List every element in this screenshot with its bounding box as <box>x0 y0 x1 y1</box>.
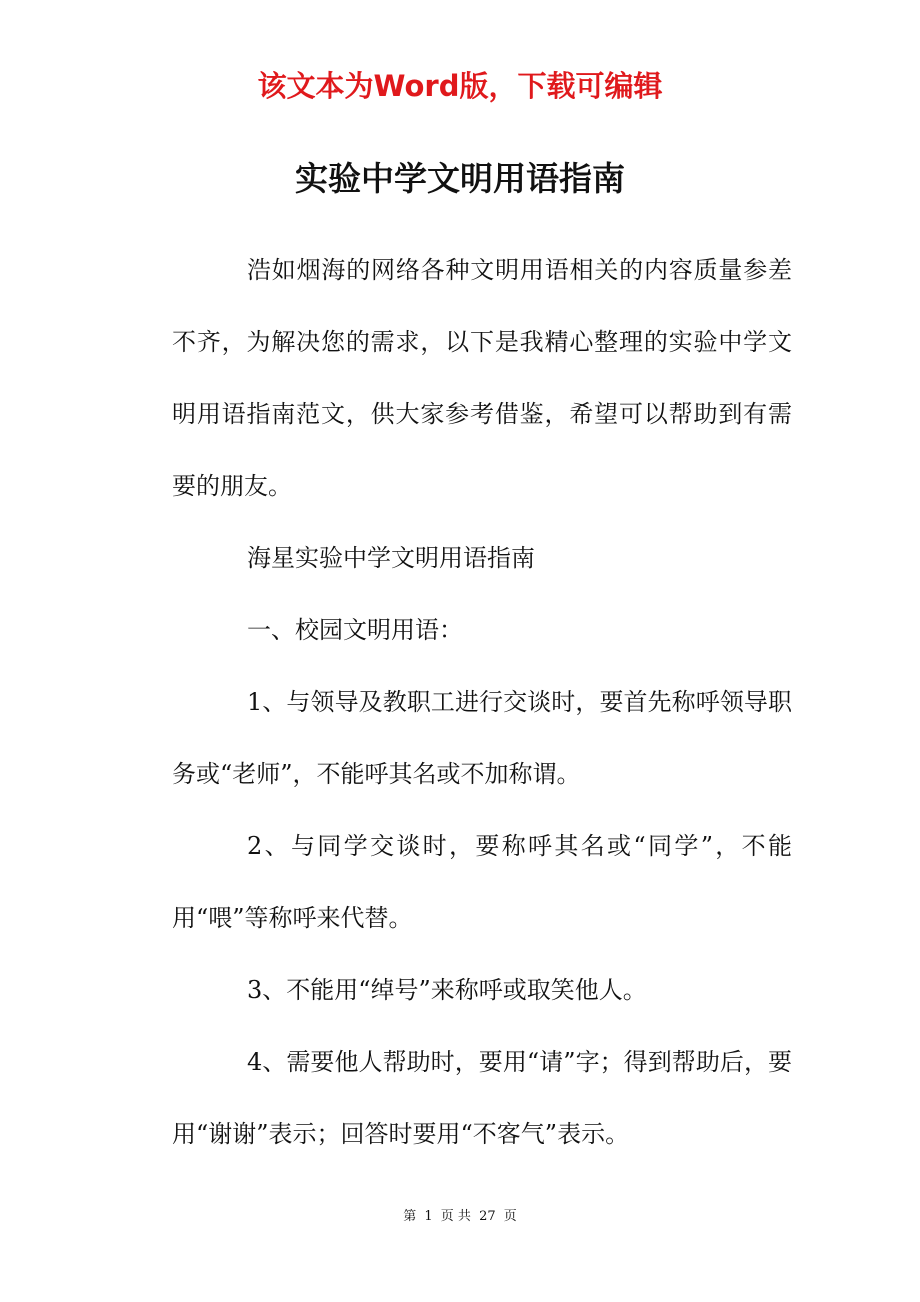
footer-suffix: 页 <box>503 1209 517 1224</box>
footer-page-number: 1 <box>424 1209 433 1224</box>
footer-middle: 页 共 <box>440 1209 471 1224</box>
paragraph-item-2: 2、与同学交谈时，要称呼其名或“同学”，不能用“喂”等称呼来代替。 <box>172 832 792 932</box>
footer-total-pages: 27 <box>479 1209 496 1224</box>
page-footer <box>0 1205 920 1229</box>
paragraph-item-1: 1、与领导及教职工进行交谈时，要首先称呼领导职务或“老师”，不能呼其名或不加称谓。 <box>172 688 792 788</box>
paragraph-item-3: 3、不能用“绰号”来称呼或取笑他人。 <box>247 976 647 1004</box>
paragraph-subtitle: 海星实验中学文明用语指南 <box>247 544 535 572</box>
document-title: 实验中学文明用语指南 <box>295 159 625 198</box>
document-body <box>172 234 792 1170</box>
paragraph-item-4: 4、需要他人帮助时，要用“请”字；得到帮助后，要用“谢谢”表示；回答时要用“不客气”表示。 <box>172 1048 792 1148</box>
footer-prefix: 第 <box>403 1209 417 1224</box>
paragraph-section-heading: 一、校园文明用语： <box>247 616 463 644</box>
word-version-banner: 该文本为Word版，下载可编辑 <box>257 69 663 103</box>
paragraph-intro: 浩如烟海的网络各种文明用语相关的内容质量参差不齐，为解决您的需求，以下是我精心整理的实验中学文明用语指南范文，供大家参考借鉴，希望可以帮助到有需要的朋友。 <box>172 256 792 500</box>
